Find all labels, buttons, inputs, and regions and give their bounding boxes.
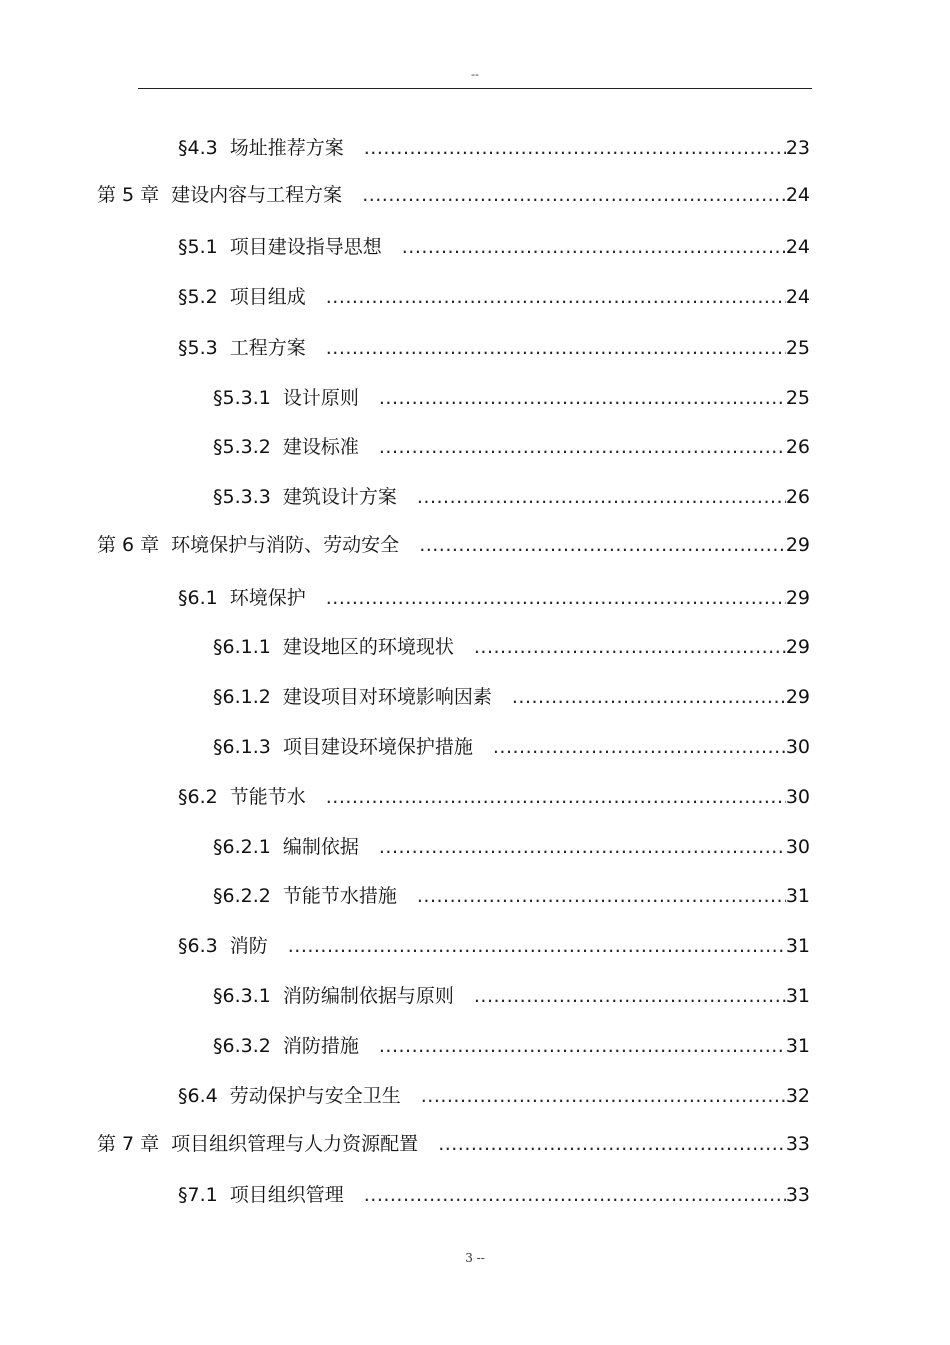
- toc-entry[interactable]: [97, 1126, 810, 1156]
- toc-entry-number: §5.3.2: [213, 436, 271, 458]
- toc-entry-number: §6.1.2: [213, 686, 271, 708]
- toc-entry-title: 环境保护与消防、劳动安全: [171, 534, 400, 556]
- toc-entry-number: §5.1: [178, 236, 218, 258]
- toc-entry-title: 建设地区的环境现状: [282, 636, 454, 658]
- toc-entry[interactable]: [178, 928, 810, 958]
- toc-entry-title: 节能节水措施: [282, 885, 397, 907]
- toc-entry[interactable]: [178, 330, 810, 360]
- toc-entry[interactable]: [178, 130, 810, 160]
- toc-entry-number: §6.3: [178, 935, 218, 957]
- toc-entry-number: §6.4: [178, 1085, 218, 1107]
- toc-dot-leader: [419, 533, 786, 557]
- toc-entry[interactable]: [213, 729, 810, 759]
- toc-dot-leader: [402, 235, 786, 259]
- toc-dot-leader: [326, 785, 786, 809]
- toc-entry-page: 24: [785, 236, 810, 258]
- toc-entry-title: 项目建设环境保护措施: [282, 736, 473, 758]
- toc-dot-leader: [326, 336, 786, 360]
- toc-dot-leader: [379, 386, 786, 410]
- toc-entry-title: 建筑设计方案: [282, 486, 397, 508]
- toc-entry-number: §6.1.3: [213, 736, 271, 758]
- toc-entry-page: 29: [785, 636, 810, 658]
- toc-entry-number: §6.2.1: [213, 836, 271, 858]
- toc-entry[interactable]: [213, 878, 810, 908]
- toc-entry-page: 31: [785, 985, 810, 1007]
- toc-entry-title: 设计原则: [282, 387, 359, 409]
- toc-entry-title: 建设标准: [282, 436, 359, 458]
- toc-entry-title: 劳动保护与安全卫生: [229, 1085, 401, 1107]
- toc-entry[interactable]: [213, 429, 810, 459]
- toc-dot-leader: [474, 635, 786, 659]
- toc-entry-title: 项目组织管理: [229, 1184, 344, 1206]
- toc-dot-leader: [417, 884, 786, 908]
- toc-entry-number: §6.2: [178, 786, 218, 808]
- toc-entry[interactable]: [213, 679, 810, 709]
- toc-dot-leader: [379, 1034, 786, 1058]
- toc-entry-number: §6.1: [178, 587, 218, 609]
- header-mark: --: [471, 68, 479, 81]
- toc-dot-leader: [379, 835, 786, 859]
- toc-entry-number: §5.3.1: [213, 387, 271, 409]
- toc-entry-title: 项目建设指导思想: [229, 236, 382, 258]
- toc-entry[interactable]: [97, 527, 810, 557]
- page-number: 3 --: [465, 1251, 485, 1265]
- toc-dot-leader: [493, 735, 786, 759]
- toc-entry-number: §4.3: [178, 137, 218, 159]
- toc-entry[interactable]: [178, 779, 810, 809]
- toc-entry-page: 24: [785, 286, 810, 308]
- toc-dot-leader: [362, 183, 786, 207]
- toc-entry[interactable]: [213, 978, 810, 1008]
- toc-entry-title: 场址推荐方案: [229, 137, 344, 159]
- toc-entry-title: 建设项目对环境影响因素: [282, 686, 492, 708]
- toc-entry-title: 环境保护: [229, 587, 306, 609]
- toc-entry-page: 31: [785, 1035, 810, 1057]
- toc-entry-title: 消防措施: [282, 1035, 359, 1057]
- toc-entry-page: 30: [785, 836, 810, 858]
- toc-entry[interactable]: [178, 1078, 810, 1108]
- toc-entry-page: 31: [785, 935, 810, 957]
- toc-entry[interactable]: [178, 229, 810, 259]
- toc-entry[interactable]: [178, 1177, 810, 1207]
- toc-entry-page: 30: [785, 736, 810, 758]
- toc-entry-page: 29: [785, 534, 810, 556]
- toc-entry-page: 26: [785, 486, 810, 508]
- toc-entry-number: §5.3: [178, 337, 218, 359]
- toc-dot-leader: [438, 1132, 786, 1156]
- toc-entry-title: 节能节水: [229, 786, 306, 808]
- toc-entry[interactable]: [213, 1028, 810, 1058]
- toc-dot-leader: [326, 285, 786, 309]
- toc-entry[interactable]: [213, 479, 810, 509]
- toc-entry-number: 第 7 章: [97, 1133, 160, 1155]
- toc-dot-leader: [326, 586, 786, 610]
- toc-entry-number: 第 6 章: [97, 534, 160, 556]
- toc-entry[interactable]: [178, 279, 810, 309]
- toc-entry-number: 第 5 章: [97, 184, 160, 206]
- toc-entry[interactable]: [213, 380, 810, 410]
- toc-entry[interactable]: [213, 829, 810, 859]
- toc-entry-title: 工程方案: [229, 337, 306, 359]
- toc-entry-page: 29: [785, 686, 810, 708]
- toc-entry-title: 项目组成: [229, 286, 306, 308]
- toc-entry[interactable]: [178, 580, 810, 610]
- toc-entry-title: 项目组织管理与人力资源配置: [171, 1133, 419, 1155]
- toc-entry-page: 30: [785, 786, 810, 808]
- toc-entry-number: §7.1: [178, 1184, 218, 1206]
- toc-entry-title: 消防: [229, 935, 268, 957]
- toc-dot-leader: [421, 1084, 786, 1108]
- toc-entry-number: §6.1.1: [213, 636, 271, 658]
- toc-entry-page: 24: [785, 184, 810, 206]
- toc-dot-leader: [379, 435, 786, 459]
- toc-entry-page: 33: [785, 1184, 810, 1206]
- toc-entry[interactable]: [213, 629, 810, 659]
- toc-entry-page: 25: [785, 387, 810, 409]
- toc-entry-number: §5.3.3: [213, 486, 271, 508]
- toc-entry-page: 29: [785, 587, 810, 609]
- toc-entry-number: §6.3.1: [213, 985, 271, 1007]
- toc-entry-page: 32: [785, 1085, 810, 1107]
- toc-entry-number: §5.2: [178, 286, 218, 308]
- toc-entry-title: 编制依据: [282, 836, 359, 858]
- toc-entry-title: 建设内容与工程方案: [171, 184, 343, 206]
- toc-entry-page: 33: [785, 1133, 810, 1155]
- toc-entry[interactable]: [97, 177, 810, 207]
- toc-entry-page: 25: [785, 337, 810, 359]
- toc-dot-leader: [364, 136, 786, 160]
- toc-dot-leader: [364, 1183, 786, 1207]
- toc-entry-title: 消防编制依据与原则: [282, 985, 454, 1007]
- toc-dot-leader: [288, 934, 786, 958]
- toc-dot-leader: [512, 685, 786, 709]
- toc-entry-page: 23: [785, 137, 810, 159]
- toc-entry-page: 31: [785, 885, 810, 907]
- toc-dot-leader: [474, 984, 786, 1008]
- toc-dot-leader: [417, 485, 786, 509]
- toc-entry-number: §6.3.2: [213, 1035, 271, 1057]
- toc-entry-number: §6.2.2: [213, 885, 271, 907]
- toc-entry-page: 26: [785, 436, 810, 458]
